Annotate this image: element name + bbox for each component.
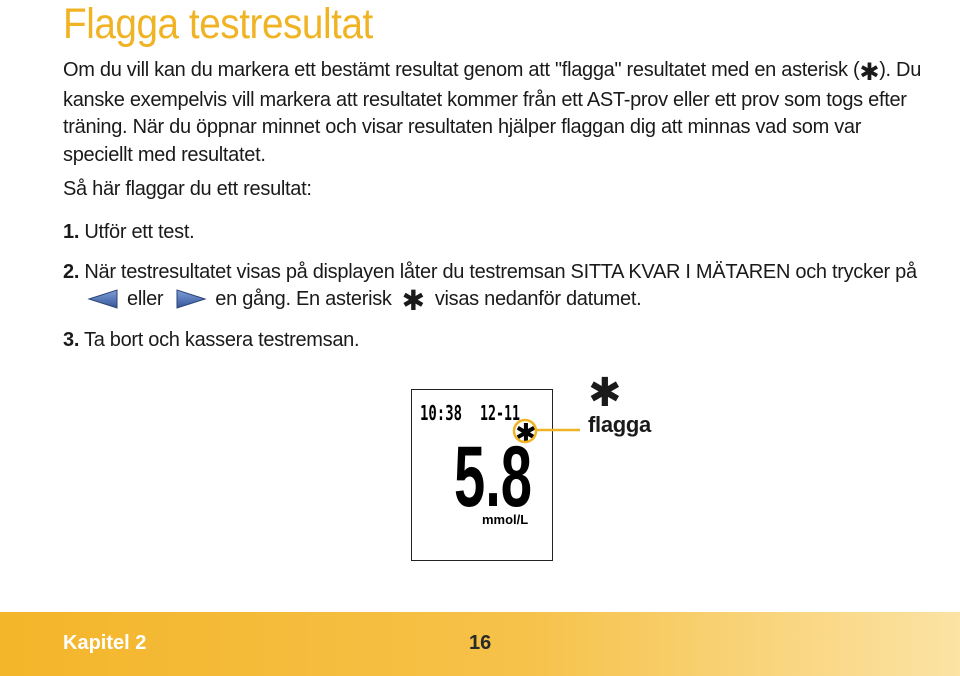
callout-label: flagga (588, 412, 651, 437)
step-number: 2. (63, 261, 80, 283)
step-2 (63, 259, 917, 285)
step-number: 3. (63, 329, 80, 351)
asterisk-icon: ✱ (859, 59, 880, 86)
display-date: 12-11 (480, 401, 520, 425)
left-arrow-button-icon (87, 288, 119, 310)
display-reading: 5.8 (454, 429, 532, 525)
step-text: Utför ett test. (79, 221, 195, 243)
asterisk-icon: ✱ (401, 285, 425, 316)
intro-text-2: ). Du kanske exempelvis vill markera att resultatet kommer från ett AST-prov eller ett prov som togs efter träning. När du öppnar minnet och visar resultaten hjälper flaggan dig att minnas vad som var speciellt med resultatet. (63, 59, 922, 166)
how-to-heading: Så här flaggar du ett resultat: (63, 178, 312, 200)
page-title: Flagga testresultat (63, 0, 373, 48)
step-2-continuation (87, 285, 642, 316)
display-time: 10:38 (420, 401, 462, 425)
display-flag-asterisk: ✱ (515, 419, 537, 449)
once-text: en gång. En asterisk (215, 288, 392, 310)
page-number: 16 (469, 632, 492, 654)
step-3 (63, 327, 359, 353)
below-date-text: visas nedanför datumet. (434, 288, 642, 310)
chapter-label: Kapitel 2 (63, 632, 147, 654)
step-text: Ta bort och kassera testremsan. (79, 329, 360, 351)
intro-text-1: Om du vill kan du markera ett bestämt resultat genom att "flagga" resultatet med en asterisk ( (63, 59, 860, 81)
or-text: eller (127, 288, 164, 310)
callout-asterisk-icon: ✱ (588, 371, 622, 415)
step-number: 1. (63, 221, 80, 243)
meter-display (411, 389, 553, 561)
step-text: När testresultatet visas på displayen låter du testremsan SITTA KVAR I MÄTAREN och trycker på (79, 261, 917, 283)
intro-paragraph (63, 57, 923, 169)
step-1 (63, 219, 194, 245)
display-unit: mmol/L (482, 512, 529, 527)
right-arrow-button-icon (175, 288, 207, 310)
